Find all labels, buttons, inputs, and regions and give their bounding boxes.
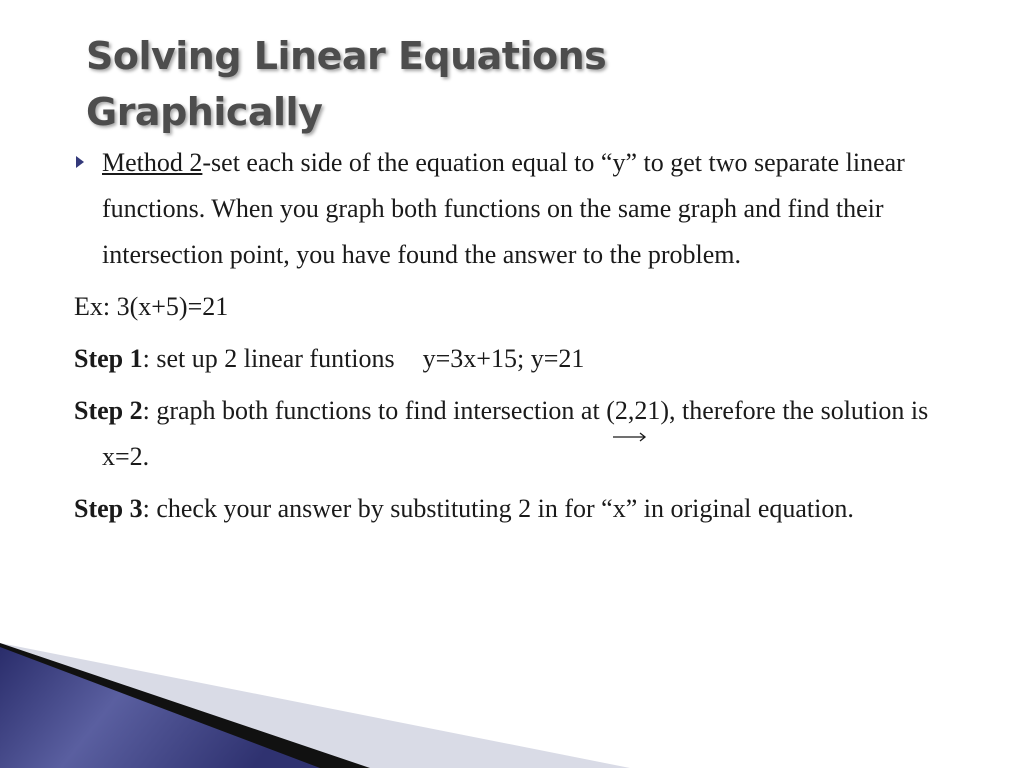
step-1-equations: y=3x+15; y=21 [422,344,585,373]
right-arrow-icon [613,432,647,442]
step-2-label: Step 2 [74,396,143,425]
slide-content [74,140,974,532]
step-1 [74,336,974,382]
example-line: Ex: 3(x+5)=21 [74,292,229,321]
slide-title: Solving Linear Equations Graphically [86,34,607,134]
step-1-label: Step 1 [74,344,143,373]
step-1-text: : set up 2 linear funtions [142,344,395,373]
footer-wave-decoration [0,643,1024,768]
method-label: Method 2 [102,148,203,177]
step-2-text: : graph both functions to find intersection at (2,21), therefore the solution is x=2. [102,396,929,471]
step-3-text: : check your answer by substituting 2 in for “x” in original equation. [142,494,854,523]
step-3 [74,486,974,532]
triangle-bullet-icon [76,156,84,168]
method-bullet [74,140,974,278]
step-2 [74,388,974,480]
step-3-label: Step 3 [74,494,143,523]
method-text: -set each side of the equation equal to “y” to get two separate linear functions. When you graph both functions on the same graph and find their intersection point, you have found the answer to the problem. [102,148,905,269]
